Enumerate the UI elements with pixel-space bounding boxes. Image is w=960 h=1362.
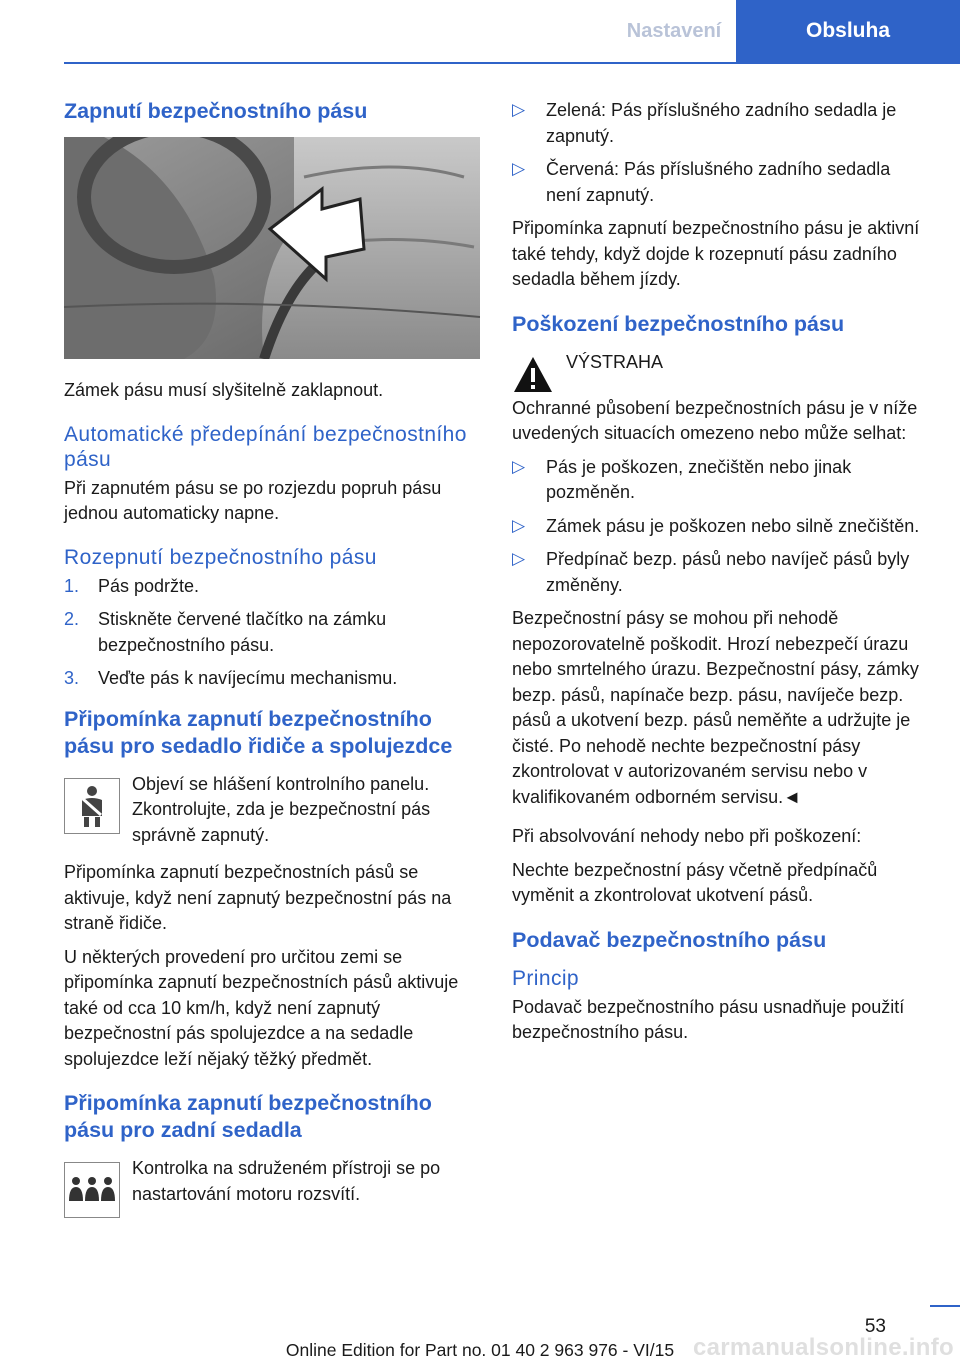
- list-item: [512, 455, 930, 506]
- reminder-front-text: Objeví se hlášení kontrolního panelu. Zkontrolujte, zda je bezpečnostní pás správně zapnutý.: [132, 773, 431, 845]
- watermark: carmanualsonline.info: [692, 1334, 954, 1361]
- page-number: 53: [864, 1316, 886, 1337]
- paragraph-buckle: Zámek pásu musí slyšitelně zaklapnout.: [64, 380, 384, 400]
- heading-damage: Poškození bezpečnostního pásu: [512, 311, 845, 336]
- heading-unbuckle: Rozepnutí bezpečnostního pásu: [64, 545, 377, 569]
- damage-list: [512, 455, 930, 599]
- heading-principle: Princip: [512, 966, 579, 990]
- paragraph-damage-consequence: Bezpečnostní pásy se mohou při nehodě nepozorovatelně poškodit. Hrozí nebezpečí úrazu nebo smrtelného úrazu. Bezpečnostní pásy, zámky bezp. pásů, napínače bezp. pásu, navíječe bezp. pásů a ukotvení bezp. pásů neměňte a udržujte je čisté. Po nehodě nechte bezpečnostní pásy zkontrolovat v autorizovaném servisu nebo v kvalifikovaném odborném servisu.◄: [512, 608, 919, 807]
- warning-text: Ochranné působení bezpečnostních pásu je v níže uvedených situacích omezeno nebo může selhat:: [512, 397, 918, 443]
- unbuckle-steps: [64, 574, 480, 692]
- right-column: [512, 98, 930, 1054]
- warning-triangle-icon: [512, 354, 554, 396]
- triangle-bullet-icon: ▷: [512, 456, 526, 476]
- paragraph-reminder-2: U některých provedení pro určitou zemi se připomínka zapnutí bezpečnostních pásů aktivuje také od cca 10 km/h, když není zapnutý bezpečnostní pás spolujezdce a na sedadle spolujezdce leží nějaký těžký předmět.: [64, 946, 459, 1069]
- rear-seat-occupants-icon: [64, 1162, 120, 1218]
- header-tabs: [612, 0, 960, 64]
- step-number: 3.: [64, 668, 80, 688]
- warning-block: [512, 350, 930, 396]
- step-text: Stiskněte červené tlačítko na zámku bezpečnostního pásu.: [98, 609, 387, 655]
- list-item: [512, 547, 930, 598]
- list-item-text: Zelená: Pás příslušného zadního sedadla je zapnutý.: [546, 100, 897, 146]
- footer-rule: [930, 1305, 960, 1307]
- list-item: [512, 514, 930, 540]
- list-item-text: Zámek pásu je poškozen nebo silně znečištěn.: [546, 515, 920, 536]
- list-item: [64, 666, 480, 692]
- heading-buckle: Zapnutí bezpečnostního pásu: [64, 99, 368, 123]
- triangle-bullet-icon: ▷: [512, 549, 526, 568]
- list-item-text: Červená: Pás příslušného zadního sedadla není zapnutý.: [546, 159, 891, 205]
- reminder-front-row: [64, 772, 480, 849]
- step-number: 2.: [64, 609, 80, 629]
- reminder-rear-row: [64, 1156, 480, 1218]
- paragraph-principle: Podavač bezpečnostního pásu usnadňuje použití bezpečnostního pásu.: [512, 996, 905, 1042]
- seatbelt-buckle-photo: [64, 137, 480, 359]
- heading-reminder-front: Připomínka zapnutí bezpečnostního pásu pro sedadlo řidiče a spolujezdce: [64, 706, 453, 758]
- footer-edition: Online Edition for Part no. 01 40 2 963 976 - VI/15: [285, 1340, 675, 1360]
- list-item: [64, 574, 480, 600]
- list-item-text: Pás je poškozen, znečištěn nebo jinak pozměněn.: [546, 456, 852, 502]
- tab-operation[interactable]: Obsluha: [736, 0, 960, 62]
- paragraph-rear-active: Připomínka zapnutí bezpečnostního pásu je aktivní také tehdy, když dojde k rozepnutí pásu zadního sedadla během jízdy.: [512, 218, 920, 289]
- step-text: Pás podržte.: [98, 575, 200, 596]
- step-text: Veďte pás k navíjecímu mechanismu.: [98, 668, 398, 688]
- list-item: [512, 157, 930, 208]
- paragraph-accident: Při absolvování nehody nebo při poškození:: [512, 826, 862, 846]
- heading-auto-tension: Automatické předepínání bezpečnostního pásu: [64, 422, 467, 471]
- list-item: [64, 607, 480, 658]
- triangle-bullet-icon: ▷: [512, 100, 526, 119]
- paragraph-accident-2: Nechte bezpečnostní pásy včetně předpínačů vyměnit a zkontrolovat ukotvení pásů.: [512, 859, 878, 905]
- triangle-bullet-icon: ▷: [512, 515, 526, 535]
- tab-settings[interactable]: Nastavení: [626, 19, 722, 42]
- list-item-text: Předpínač bezp. pásů nebo navíječ pásů byly změněny.: [546, 549, 910, 595]
- left-column: [64, 98, 480, 1230]
- reminder-rear-text: Kontrolka na sdruženém přístroji se po nastartování motoru rozsvítí.: [132, 1158, 441, 1204]
- rear-status-list: [512, 98, 930, 208]
- warning-title: VÝSTRAHA: [566, 351, 664, 372]
- paragraph-auto-tension: Při zapnutém pásu se po rozjezdu popruh pásu jednou automaticky napne.: [64, 477, 442, 523]
- list-item: [512, 98, 930, 149]
- triangle-bullet-icon: ▷: [512, 159, 526, 178]
- seatbelt-reminder-icon: [64, 778, 120, 834]
- heading-feeder: Podavač bezpečnostního pásu: [512, 927, 827, 952]
- header-rule: [64, 62, 960, 64]
- paragraph-reminder-1: Připomínka zapnutí bezpečnostních pásů se aktivuje, když není zapnutý bezpečnostní pás na straně řidiče.: [64, 862, 452, 933]
- step-number: 1.: [64, 575, 80, 596]
- heading-reminder-rear: Připomínka zapnutí bezpečnostního pásu pro zadní sedadla: [64, 1091, 432, 1142]
